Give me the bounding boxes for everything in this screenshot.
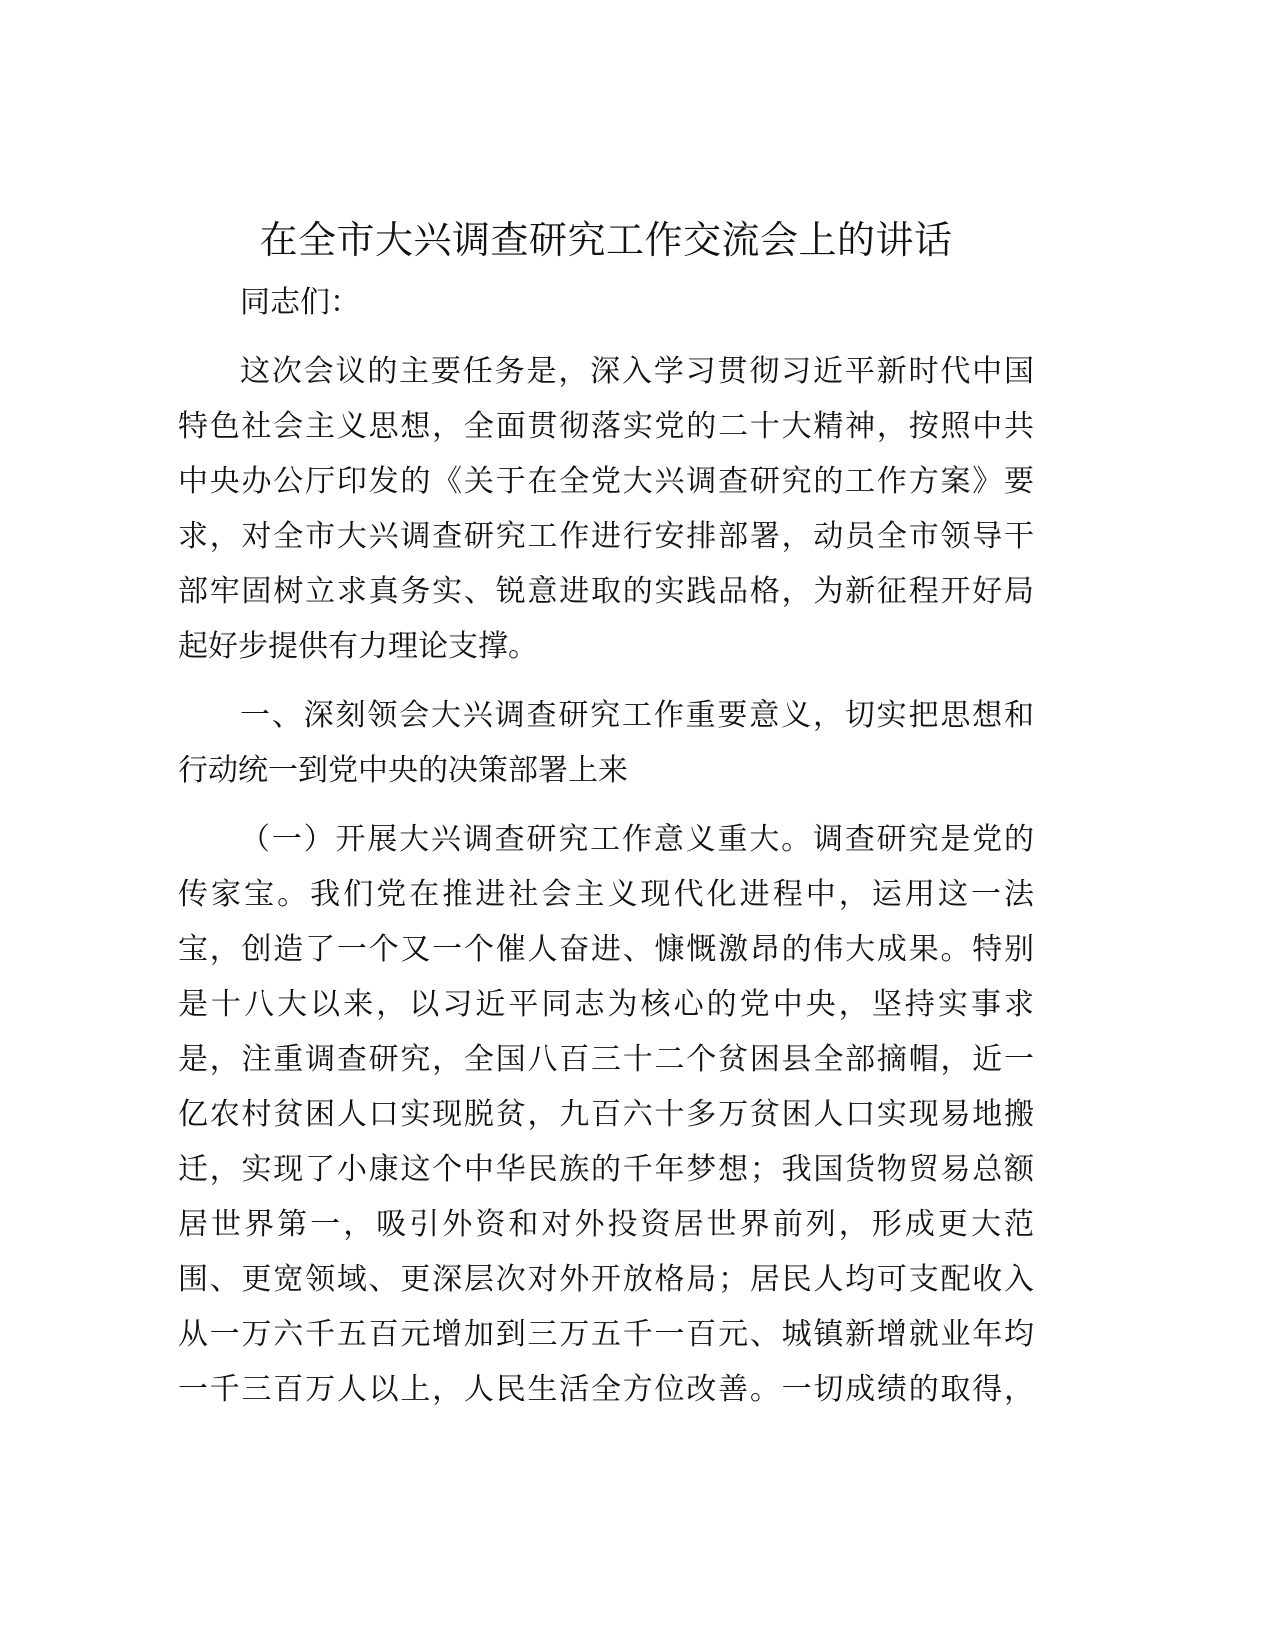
document-page [178,205,1034,1431]
paragraph-line: 居世界第一，吸引外资和对外投资居世界前列，形成更大范 [178,1207,1034,1242]
document-title: 在全市大兴调查研究工作交流会上的讲话 [259,218,953,262]
heading-line: 一、深刻领会大兴调查研究工作重要意义，切实把思想和 [240,698,1034,733]
paragraph-line: 是，注重调查研究，全国八百三十二个贫困县全部摘帽，近一 [178,1042,1034,1077]
section-heading-1 [178,688,1034,798]
paragraph-line: 是十八大以来，以习近平同志为核心的党中央，坚持实事求 [178,987,1034,1022]
paragraph-line: 传家宝。我们党在推进社会主义现代化进程中，运用这一法 [178,877,1034,912]
paragraph-intro [178,344,1034,674]
paragraph-line: 一千三百万人以上，人民生活全方位改善。一切成绩的取得， [178,1372,1034,1407]
paragraph-line: 起好步提供有力理论支撑。 [178,629,538,664]
paragraph-line: 部牢固树立求真务实、锐意进取的实践品格，为新征程开好局 [178,574,1034,609]
paragraph-line: （一）开展大兴调查研究工作意义重大。调查研究是党的 [240,822,1034,857]
paragraph-line: 特色社会主义思想，全面贯彻落实党的二十大精神，按照中共 [178,409,1034,444]
paragraph-line: 宝，创造了一个又一个催人奋进、慷慨激昂的伟大成果。特别 [178,932,1034,967]
paragraph-line: 亿农村贫困人口实现脱贫，九百六十多万贫困人口实现易地搬 [178,1097,1034,1132]
paragraph-line: 求，对全市大兴调查研究工作进行安排部署，动员全市领导干 [178,519,1034,554]
paragraph-line: 从一万六千五百元增加到三万五千一百元、城镇新增就业年均 [178,1317,1034,1352]
paragraph-line: 围、更宽领域、更深层次对外开放格局；居民人均可支配收入 [178,1262,1034,1297]
paragraph-section-1-1 [178,812,1034,1417]
paragraph-line: 迁，实现了小康这个中华民族的千年梦想；我国货物贸易总额 [178,1152,1034,1187]
salutation: 同志们： [240,285,360,320]
paragraph-line: 这次会议的主要任务是，深入学习贯彻习近平新时代中国 [240,354,1034,389]
paragraph-line: 中央办公厅印发的《关于在全党大兴调查研究的工作方案》要 [178,464,1034,499]
heading-line: 行动统一到党中央的决策部署上来 [178,753,628,788]
